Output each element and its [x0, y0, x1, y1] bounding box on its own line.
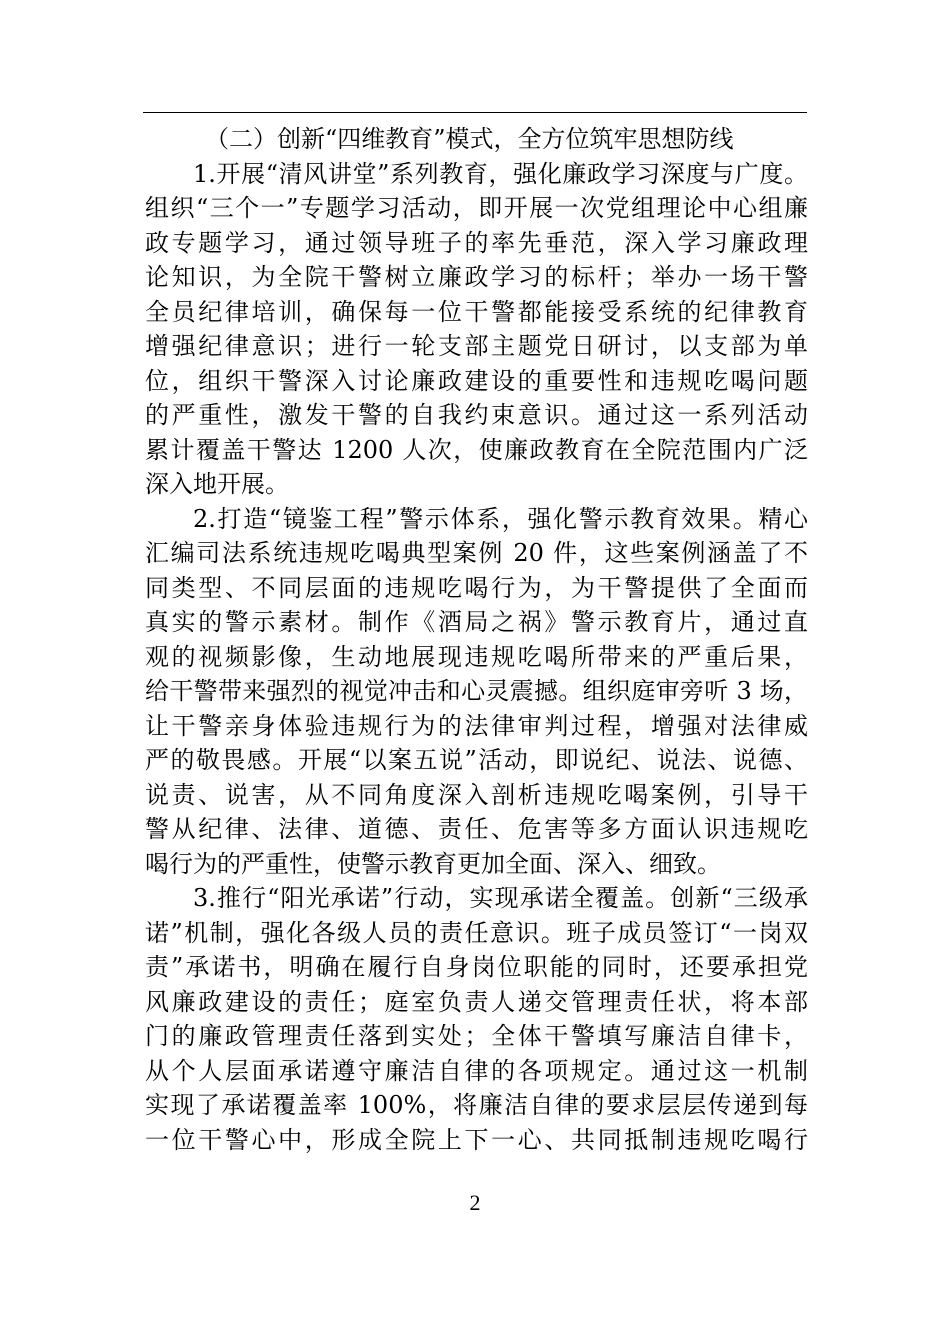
paragraph-2-line-10: 警从纪律、法律、道德、责任、危害等多方面认识违规吃 — [145, 815, 808, 843]
section-heading: （二）创新“四维教育”模式，全方位筑牢思想防线 — [205, 125, 734, 153]
paragraph-1-line-1: 1.开展“清风讲堂”系列教育，强化廉政学习深度与广度。 — [193, 159, 808, 188]
paragraph-2-line-1: 2.打造“镜鉴工程”警示体系，强化警示教育效果。精心 — [193, 504, 808, 533]
paragraph-2-line-6: 给干警带来强烈的视觉冲击和心灵震撼。组织庭审旁听 3 场， — [145, 677, 808, 705]
header-rule — [143, 112, 807, 113]
paragraph-1-line-4: 论知识，为全院干警树立廉政学习的标杆；举办一场干警 — [145, 263, 808, 291]
paragraph-3-line-3: 责”承诺书，明确在履行自身岗位职能的同时，还要承担党 — [145, 953, 808, 981]
paragraph-2-line-7: 让干警亲身体验违规行为的法律审判过程，增强对法律威 — [145, 711, 808, 740]
paragraph-2-line-11: 喝行为的严重性，使警示教育更加全面、深入、细致。 — [145, 849, 721, 878]
paragraph-1-line-2: 组织“三个一”专题学习活动，即开展一次党组理论中心组廉 — [145, 194, 808, 222]
paragraph-1-line-7: 位，组织干警深入讨论廉政建设的重要性和违规吃喝问题 — [145, 366, 808, 395]
paragraph-2-line-2: 汇编司法系统违规吃喝典型案例 20 件，这些案例涵盖了不 — [145, 539, 808, 567]
paragraph-1-line-3: 政专题学习，通过领导班子的率先垂范，深入学习廉政理 — [145, 228, 808, 257]
paragraph-1-line-10: 深入地开展。 — [145, 470, 289, 498]
paragraph-3-line-4: 风廉政建设的责任；庭室负责人递交管理责任状，将本部 — [145, 987, 808, 1016]
paragraph-3-line-6: 从个人层面承诺遵守廉洁自律的各项规定。通过这一机制 — [145, 1056, 808, 1085]
paragraph-2-line-8: 严的敬畏感。开展“以案五说”活动，即说纪、说法、说德、 — [145, 746, 808, 774]
paragraph-3-line-5: 门的廉政管理责任落到实处；全体干警填写廉洁自律卡， — [145, 1022, 808, 1050]
paragraph-3-line-2: 诺”机制，强化各级人员的责任意识。班子成员签订“一岗双 — [145, 918, 808, 947]
paragraph-2-line-3: 同类型、不同层面的违规吃喝行为，为干警提供了全面而 — [145, 573, 808, 602]
paragraph-2-line-9: 说责、说害，从不同角度深入剖析违规吃喝案例，引导干 — [145, 780, 808, 809]
paragraph-1-line-9: 累计覆盖干警达 1200 人次，使廉政教育在全院范围内广泛 — [145, 435, 808, 464]
body-text — [145, 122, 808, 1157]
paragraph-3-line-8: 一位干警心中，形成全院上下一心、共同抵制违规吃喝行 — [145, 1125, 808, 1154]
paragraph-1-line-5: 全员纪律培训，确保每一位干警都能接受系统的纪律教育 — [145, 297, 808, 326]
paragraph-1-line-6: 增强纪律意识；进行一轮支部主题党日研讨，以支部为单 — [145, 332, 808, 360]
paragraph-2-line-4: 真实的警示素材。制作《酒局之祸》警示教育片，通过直 — [145, 608, 808, 636]
paragraph-2-line-5: 观的视频影像，生动地展现违规吃喝所带来的严重后果， — [145, 642, 808, 671]
paragraph-3-line-7: 实现了承诺覆盖率 100%，将廉洁自律的要求层层传递到每 — [145, 1091, 808, 1119]
paragraph-3-line-1: 3.推行“阳光承诺”行动，实现承诺全覆盖。创新“三级承 — [193, 884, 808, 912]
page-number: 2 — [469, 1190, 481, 1215]
paragraph-1-line-8: 的严重性，激发干警的自我约束意识。通过这一系列活动 — [145, 401, 808, 429]
